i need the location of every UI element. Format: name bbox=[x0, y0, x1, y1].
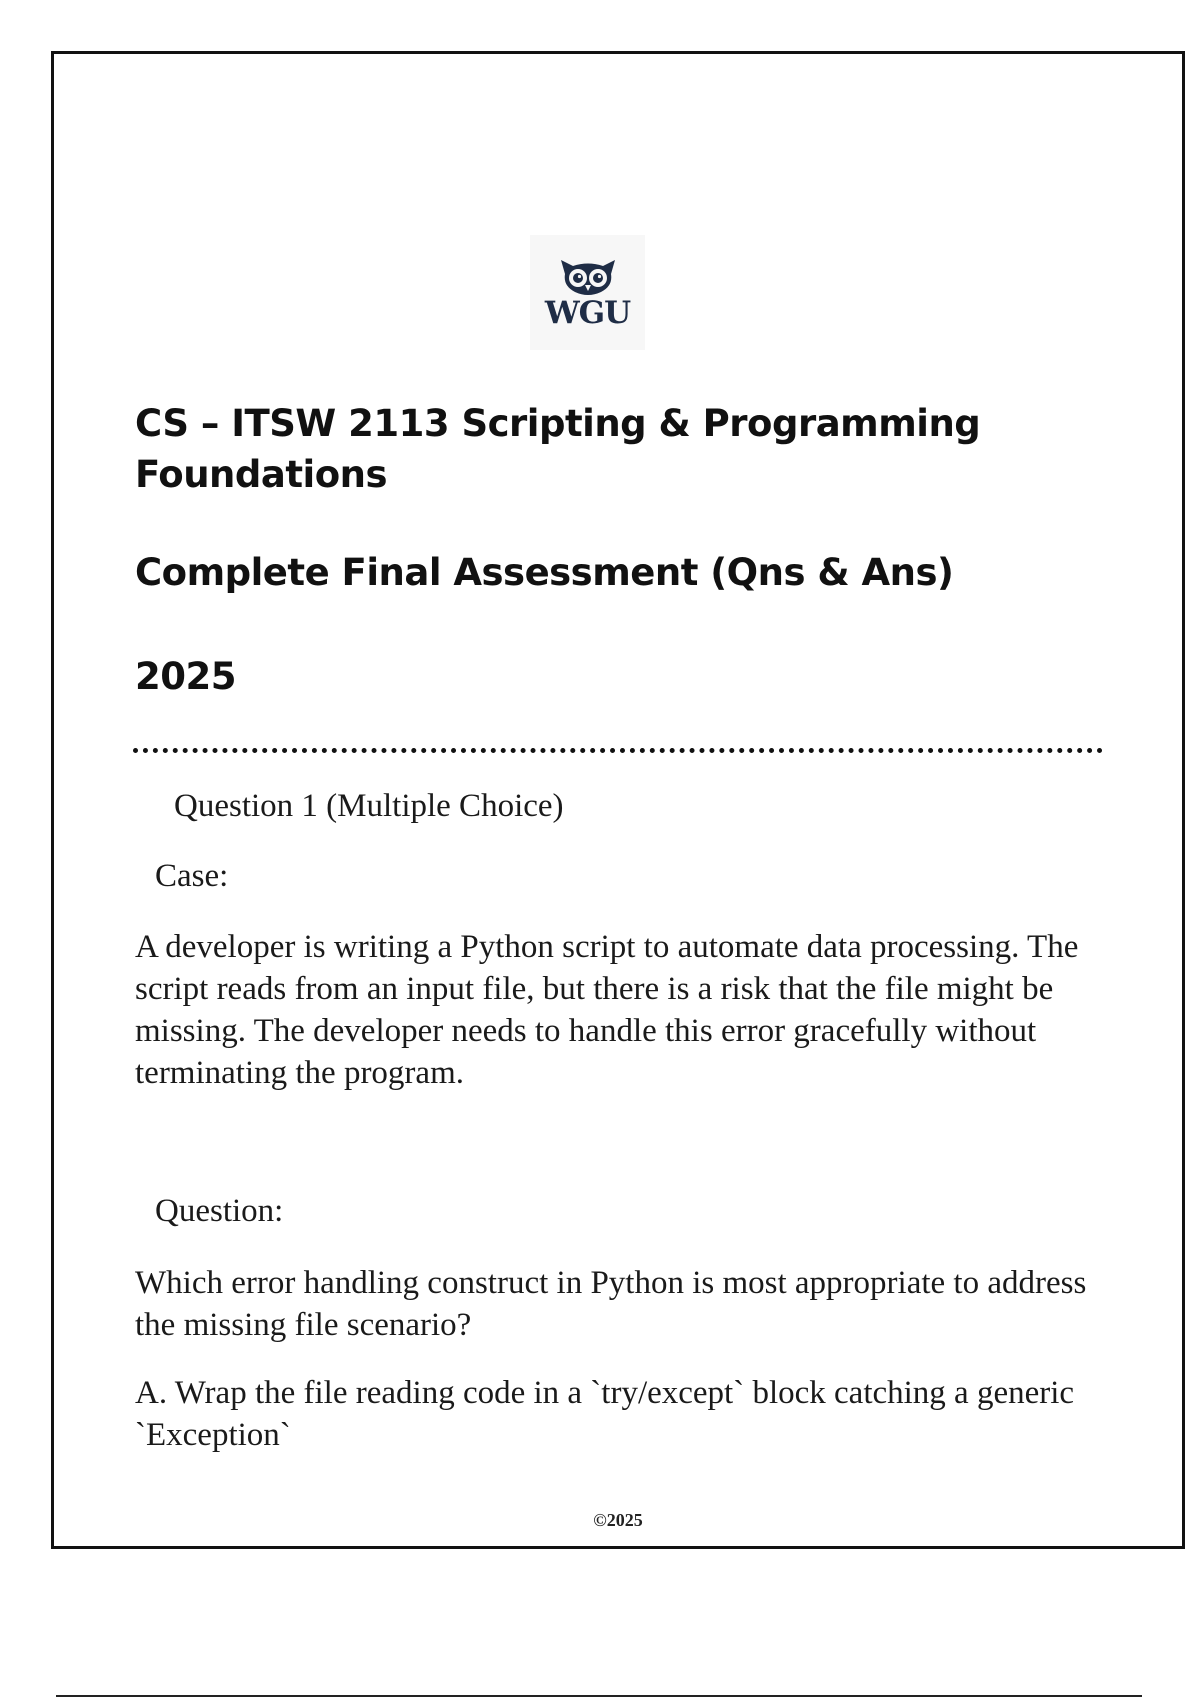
document-subtitle: Complete Final Assessment (Qns & Ans) bbox=[135, 551, 954, 594]
wgu-logo bbox=[530, 235, 645, 350]
document-title: CS – ITSW 2113 Scripting & Programming Foundations bbox=[135, 402, 981, 496]
case-label: Case: bbox=[155, 858, 229, 894]
footer-copyright: ©2025 bbox=[593, 1510, 643, 1530]
owl-icon bbox=[557, 256, 619, 296]
bottom-rule bbox=[56, 1695, 1142, 1697]
question-text: Which error handling construct in Python is most appropriate to address the missing file scenario? bbox=[135, 1265, 1087, 1343]
dotted-divider bbox=[133, 748, 1103, 753]
document-year: 2025 bbox=[135, 655, 236, 698]
question-label: Question: bbox=[155, 1193, 284, 1229]
logo-text: WGU bbox=[544, 295, 631, 331]
answer-option-a: A. Wrap the file reading code in a `try/except` block catching a generic `Exception` bbox=[135, 1375, 1075, 1453]
case-text: A developer is writing a Python script to automate data processing. The script reads from an input file, but there is a risk that the file might be missing. The developer needs to handle this error gracefully without terminating the program. bbox=[135, 929, 1079, 1091]
question-number-label: Question 1 (Multiple Choice) bbox=[174, 788, 564, 824]
